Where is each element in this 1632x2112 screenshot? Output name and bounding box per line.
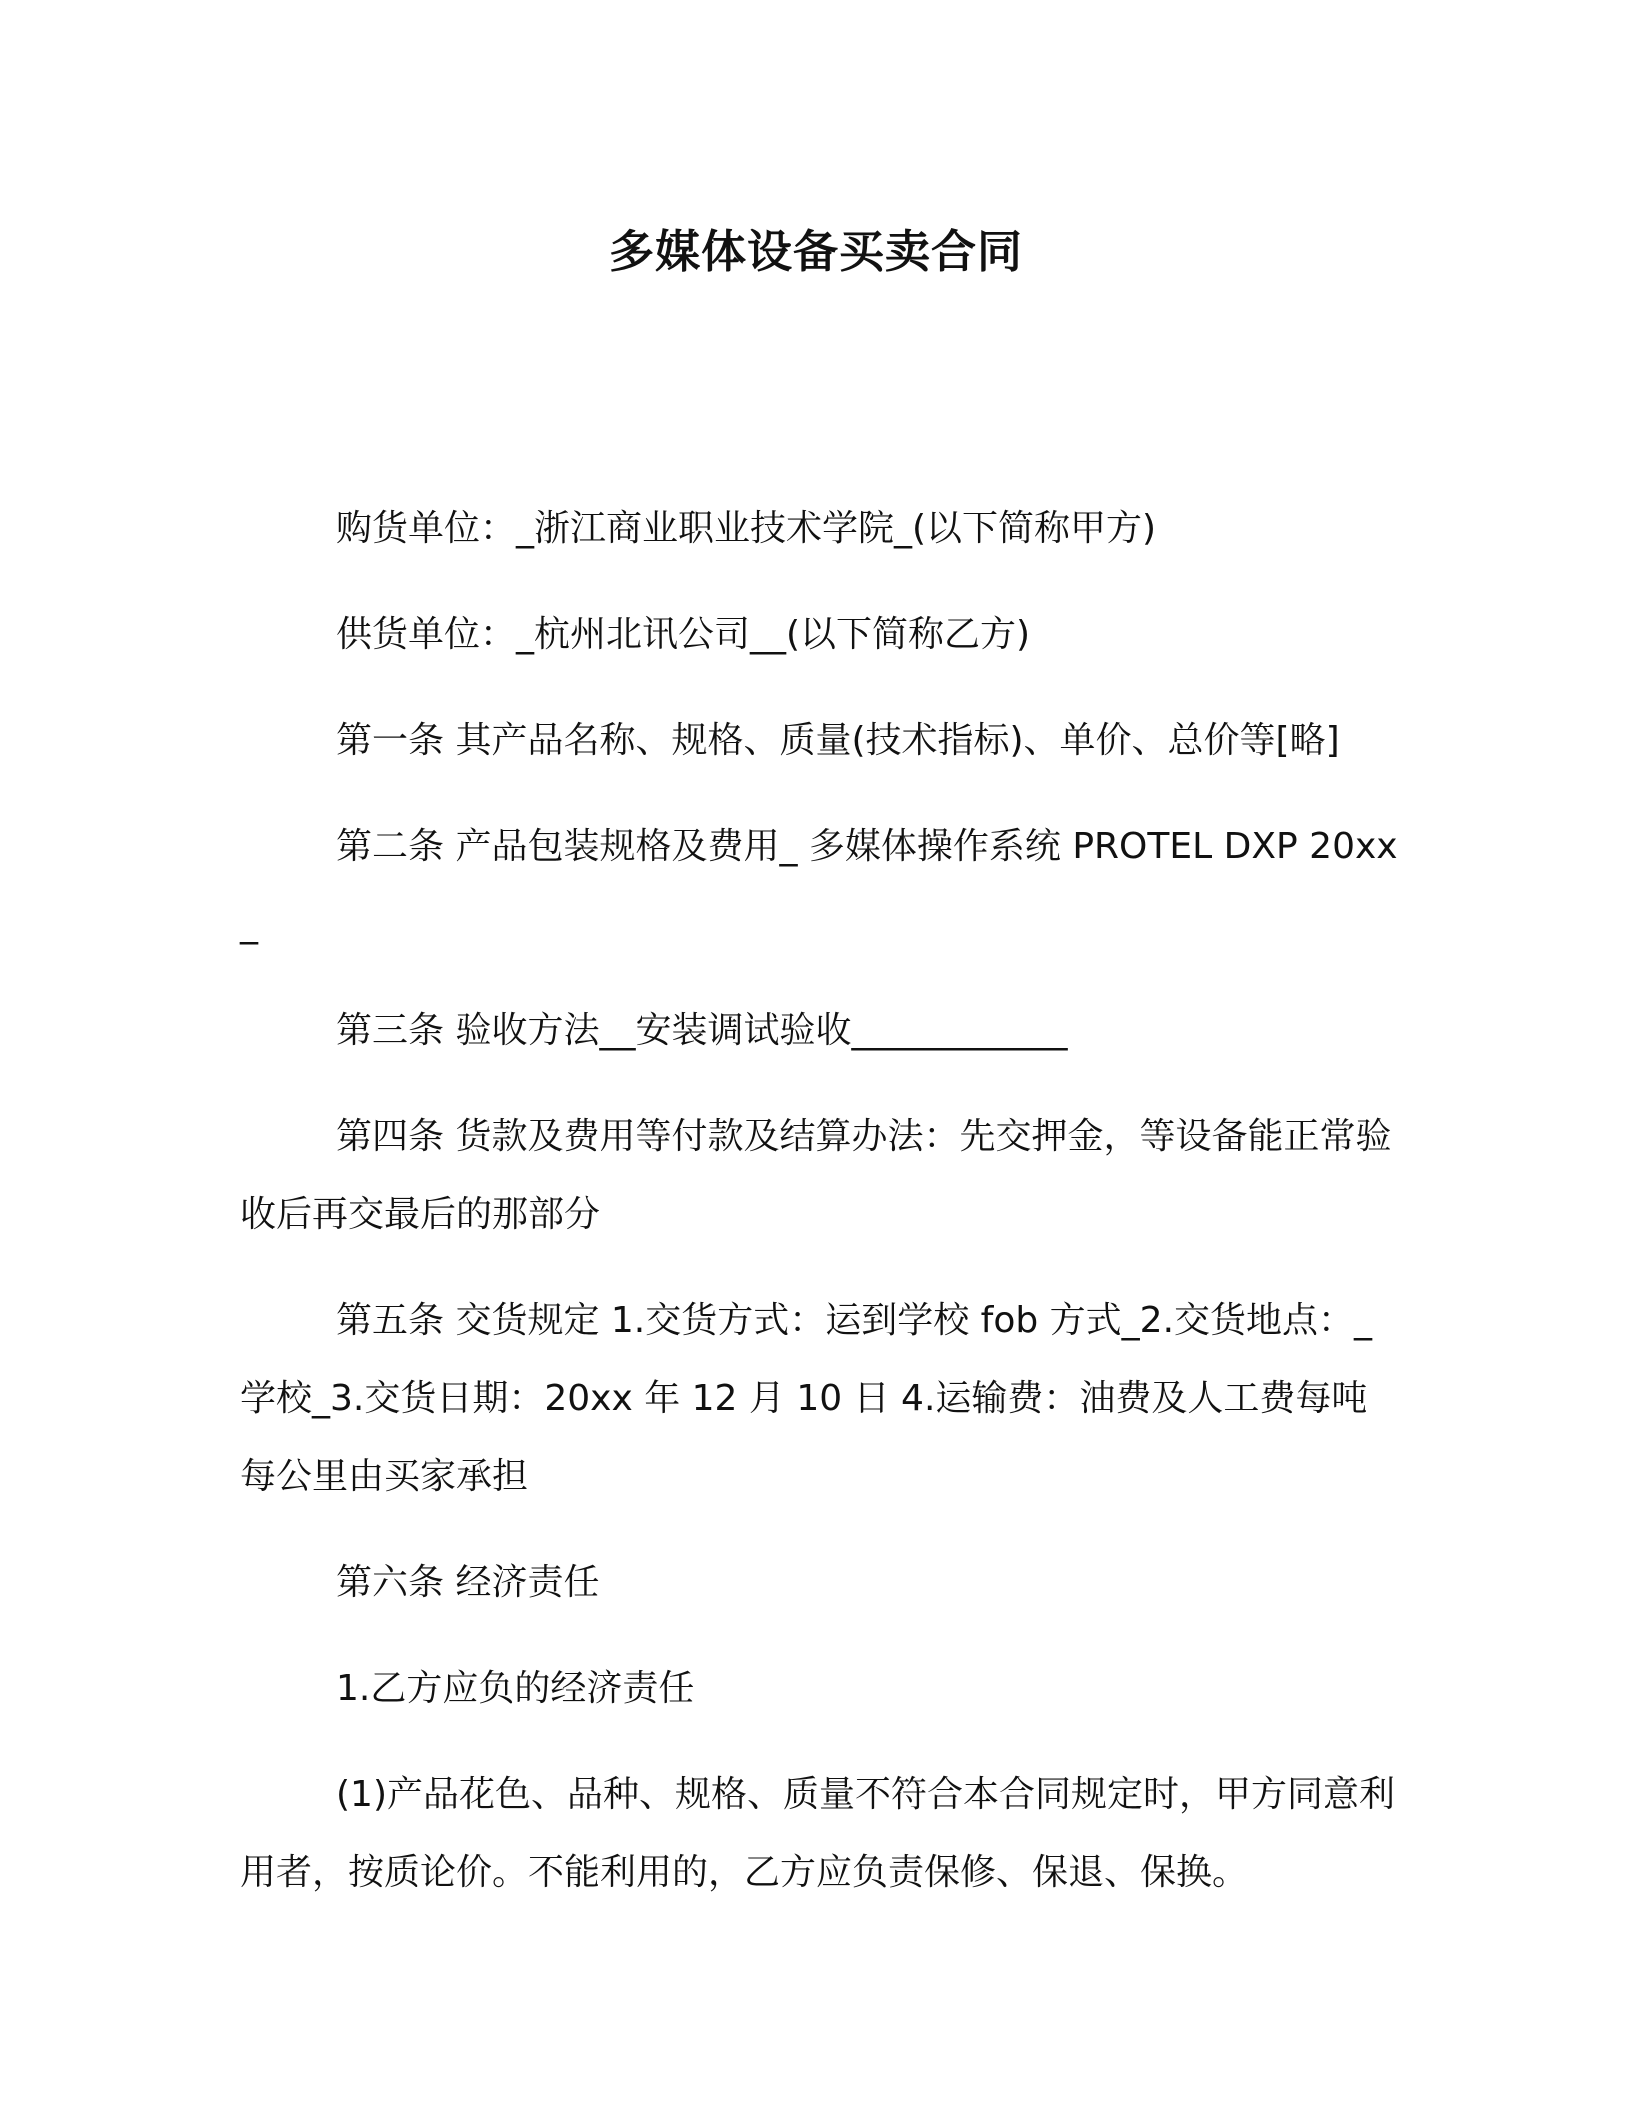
- paragraph-article-1: 第一条 其产品名称、规格、质量(技术指标)、单价、总价等[略]: [336, 720, 1340, 761]
- paragraph-article-2: 第二条 产品包装规格及费用_ 多媒体操作系统 PROTEL DXP 20xx_: [240, 826, 1398, 945]
- document-title: 多媒体设备买卖合同: [608, 225, 1023, 278]
- paragraph-liability-1-1: (1)产品花色、品种、规格、质量不符合本合同规定时，甲方同意利用者，按质论价。不能利用的，乙方应负责保修、保退、保换。: [240, 1774, 1395, 1893]
- paragraph-liability-1: 1.乙方应负的经济责任: [336, 1668, 695, 1709]
- paragraph-article-6: 第六条 经济责任: [336, 1562, 600, 1603]
- paragraph-article-4: 第四条 货款及费用等付款及结算办法：先交押金，等设备能正常验收后再交最后的那部分: [240, 1116, 1392, 1235]
- document-body: [240, 490, 1400, 1940]
- paragraph-buyer: 购货单位：_浙江商业职业技术学院_(以下简称甲方): [336, 508, 1157, 549]
- paragraph-supplier: 供货单位：_杭州北讯公司__(以下简称乙方): [336, 614, 1031, 655]
- paragraph-article-3: 第三条 验收方法__安装调试验收____________: [336, 1010, 1068, 1051]
- paragraph-article-5: 第五条 交货规定 1.交货方式：运到学校 fob 方式_2.交货地点：_学校_3.交货日期：20xx 年 12 月 10 日 4.运输费：油费及人工费每吨每公里由买家承担: [240, 1300, 1373, 1497]
